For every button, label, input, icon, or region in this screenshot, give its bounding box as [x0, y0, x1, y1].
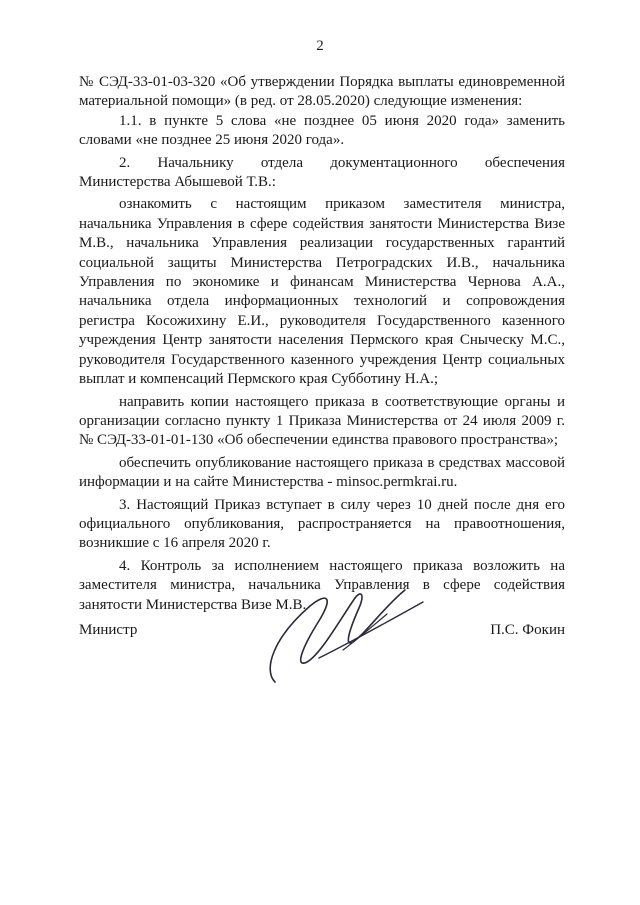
signatory-name: П.С. Фокин — [490, 622, 565, 638]
paragraph-1-1: 1.1. в пункте 5 слова «не позднее 05 июня 2020 года» заменить словами «не позднее 25 июня 2020 года». — [79, 112, 565, 149]
paragraph-2-publish: обеспечить опубликование настоящего приказа в средствах массовой информации и на сайте Министерства - minsoc.permkrai.ru. — [79, 454, 565, 491]
paragraph-2-familiarize: ознакомить с настоящим приказом заместителя министра, начальника Управления в сфере содействия занятости Министерства Визе М.В., начальника Управления реализации государственных гарантий социальной защиты Министерства Петроградских И.В., начальника Управления по экономике и финансам Министерства Чернова А.А., начальника отдела информационных технологий и сопровождения регистра Косожихину Е.И., руководителя Государственного казенного учреждения Центр занятости населения Пермского края Сныческу М.С., руководителя Государственного казенного учреждения Центр социальных выплат и компенсаций Пермского края Субботину Н.А.; — [79, 196, 565, 388]
signatory-title: Министр — [79, 622, 138, 638]
document-body — [79, 73, 565, 615]
paragraph-2-send-copies: направить копии настоящего приказа в соответствующие органы и организации согласно пункту 1 Приказа Министерства от 24 июля 2009 г. № СЭД-33-01-01-130 «Об обеспечении единства правового пространства»; — [79, 393, 565, 449]
page-number: 2 — [316, 38, 324, 54]
paragraph-4: 4. Контроль за исполнением настоящего приказа возложить на заместителя министра, начальника Управления в сфере содействия занятости Министерства Визе М.В. — [79, 557, 565, 613]
paragraph-intro-continuation: № СЭД-33-01-03-320 «Об утверждении Порядка выплаты единовременной материальной помощи» (в ред. от 28.05.2020) следующие изменения: — [79, 74, 565, 110]
handwritten-signature — [255, 578, 435, 688]
paragraph-3: 3. Настоящий Приказ вступает в силу через 10 дней после дня его официального опубликования, распространяется на правоотношения, возникшие с 16 апреля 2020 г. — [79, 496, 565, 552]
paragraph-2: 2. Начальнику отдела документационного обеспечения Министерства Абышевой Т.В.: — [79, 154, 565, 191]
